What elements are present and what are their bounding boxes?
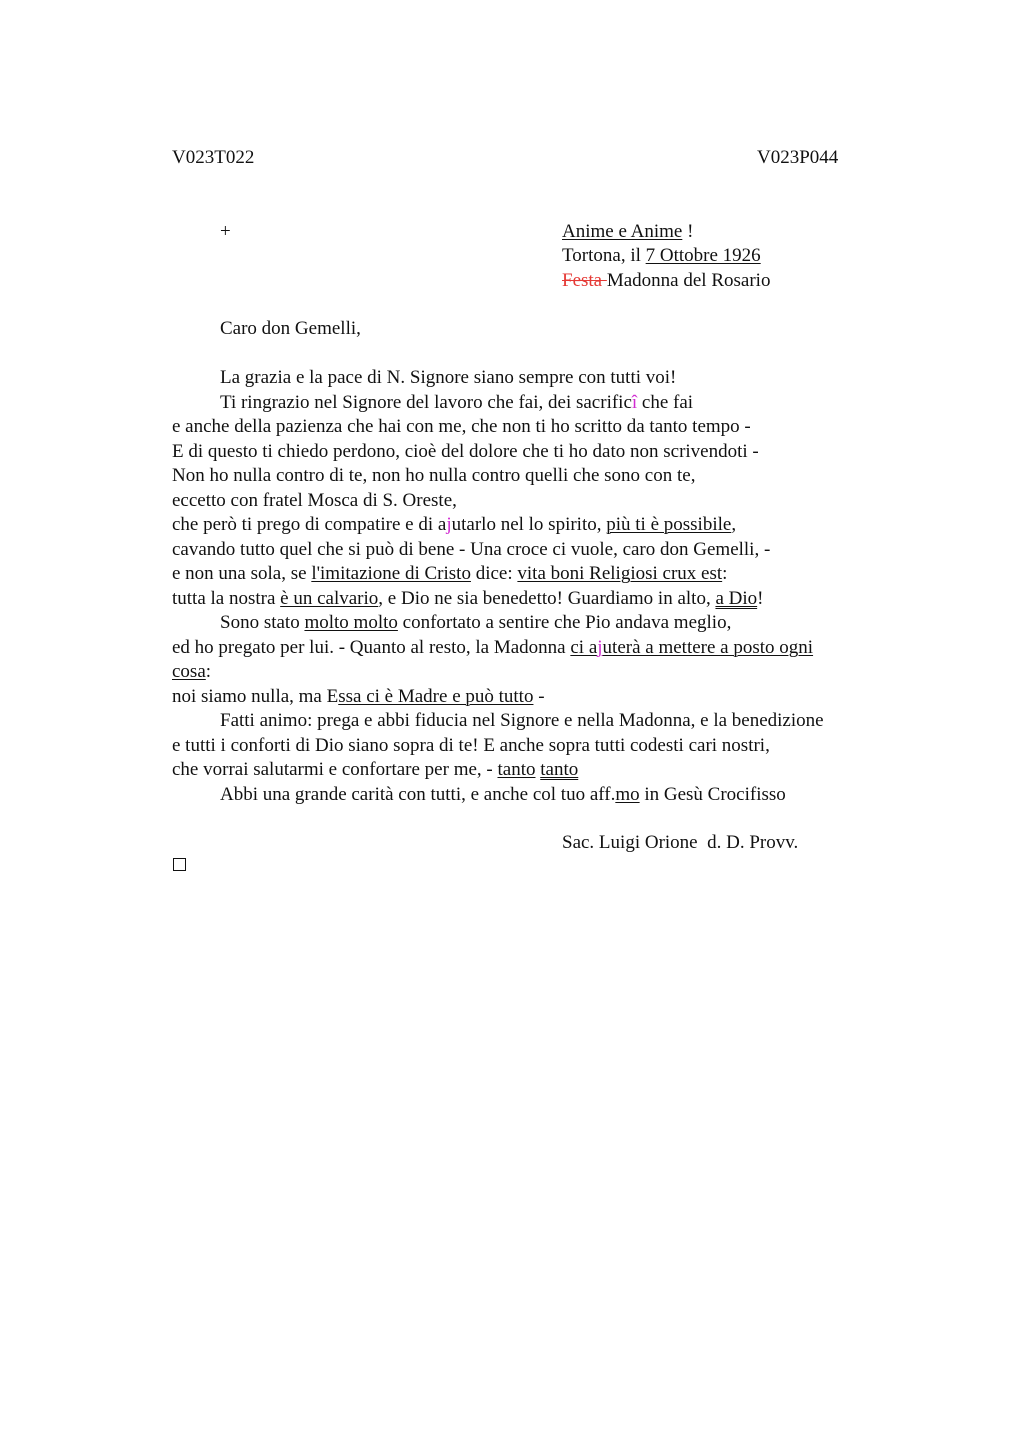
body-line-4: E di questo ti chiedo perdono, cioè del dolore che ti ho dato non scrivendoti - — [172, 441, 759, 462]
motto-text: Anime e Anime — [562, 221, 683, 242]
text-run: ! — [757, 588, 764, 609]
text-run: e non una sola, se — [172, 563, 312, 584]
salutation: Caro don Gemelli, — [220, 318, 361, 339]
body-line-11 — [220, 611, 731, 635]
underlined-run: più ti è possibile — [606, 514, 732, 535]
body-line-5: Non ho nulla contro di te, non ho nulla contro quelli che sono con te, — [172, 465, 696, 486]
underlined-run: molto molto — [304, 612, 398, 633]
text-run: - — [533, 686, 545, 707]
feast-name: Madonna del Rosario — [606, 270, 771, 291]
signature: Sac. Luigi Orione d. D. Provv. — [562, 832, 799, 853]
place-prefix: Tortona, il — [562, 245, 646, 266]
body-line-16: e tutti i conforti di Dio siano sopra di te! E anche sopra tutti codesti cari nostri, — [172, 735, 770, 756]
underlined-run: cosa — [172, 661, 206, 682]
text-run: : — [722, 563, 728, 584]
letter-date: 7 Ottobre 1926 — [645, 245, 761, 266]
body-line-2 — [220, 391, 693, 415]
body-line-8: cavando tutto quel che si può di bene - Una croce ci vuole, caro don Gemelli, - — [172, 539, 771, 560]
underlined-run: mo — [615, 784, 640, 805]
text-run: confortato a sentire che Pio andava meglio, — [397, 612, 732, 633]
body-line-15: Fatti animo: prega e abbi fiducia nel Signore e nella Madonna, e la benedizione — [220, 710, 824, 731]
underlined-run: vita boni Religiosi crux est — [517, 563, 723, 584]
dateline-place-date — [562, 245, 761, 267]
body-line-10 — [172, 587, 763, 611]
text-run: Ti ringrazio nel Signore del lavoro che fai, dei sacrific — [220, 392, 632, 413]
dateline-feast — [562, 270, 770, 292]
body-line-9 — [172, 562, 727, 586]
double-underlined-run: tanto — [540, 759, 579, 780]
text-run: , — [731, 514, 737, 535]
text-run: Abbi una grande carità con tutti, e anche col tuo aff. — [220, 784, 616, 805]
text-run: che fai — [637, 392, 694, 413]
double-underlined-run: a Dio — [715, 588, 758, 609]
text-run: dice: — [470, 563, 518, 584]
body-line-7 — [172, 513, 736, 537]
body-line-14 — [172, 685, 545, 709]
underlined-run: tanto — [497, 759, 536, 780]
text-run: ed ho pregato per lui. - Quanto al resto, la Madonna — [172, 637, 571, 658]
underlined-run: ssa ci è Madre e può tutto — [338, 686, 534, 707]
dateline-motto — [562, 221, 693, 243]
text-run: utarlo nel lo spirito, — [451, 514, 607, 535]
text-run: che però ti prego di compatire e di a — [172, 514, 447, 535]
text-run: Sono stato — [220, 612, 305, 633]
body-line-18 — [220, 783, 786, 807]
text-run: : — [205, 661, 212, 682]
body-line-17 — [172, 758, 578, 782]
underlined-run: l'imitazione di Cristo — [311, 563, 471, 584]
correction-mark: j — [446, 514, 452, 535]
archive-code-left: V023T022 — [172, 147, 255, 168]
text-run: noi siamo nulla, ma E — [172, 686, 339, 707]
body-line-6: eccetto con fratel Mosca di S. Oreste, — [172, 490, 457, 511]
checkbox-square-icon — [173, 858, 186, 871]
correction-mark: î — [631, 392, 638, 413]
text-run: in Gesù Crocifisso — [639, 784, 786, 805]
correction-mark: j — [597, 637, 603, 658]
cross-symbol: + — [220, 221, 231, 242]
archive-code-right: V023P044 — [757, 147, 839, 168]
text-run: tutta la nostra — [172, 588, 281, 609]
text-run: , e Dio ne sia benedetto! Guardiamo in alto, — [378, 588, 716, 609]
underlined-run: ci a — [570, 637, 598, 658]
body-line-12 — [172, 636, 813, 660]
underlined-run: uterà a mettere a posto ogni — [602, 637, 814, 658]
body-line-13 — [172, 660, 211, 684]
body-line-1: La grazia e la pace di N. Signore siano sempre con tutti voi! — [220, 367, 677, 388]
body-line-3: e anche della pazienza che hai con me, che non ti ho scritto da tanto tempo - — [172, 416, 751, 437]
motto-end: ! — [682, 221, 694, 242]
underlined-run: è un calvario — [280, 588, 379, 609]
struck-word: Festa — [562, 270, 607, 291]
text-run: che vorrai salutarmi e confortare per me, - — [172, 759, 498, 780]
